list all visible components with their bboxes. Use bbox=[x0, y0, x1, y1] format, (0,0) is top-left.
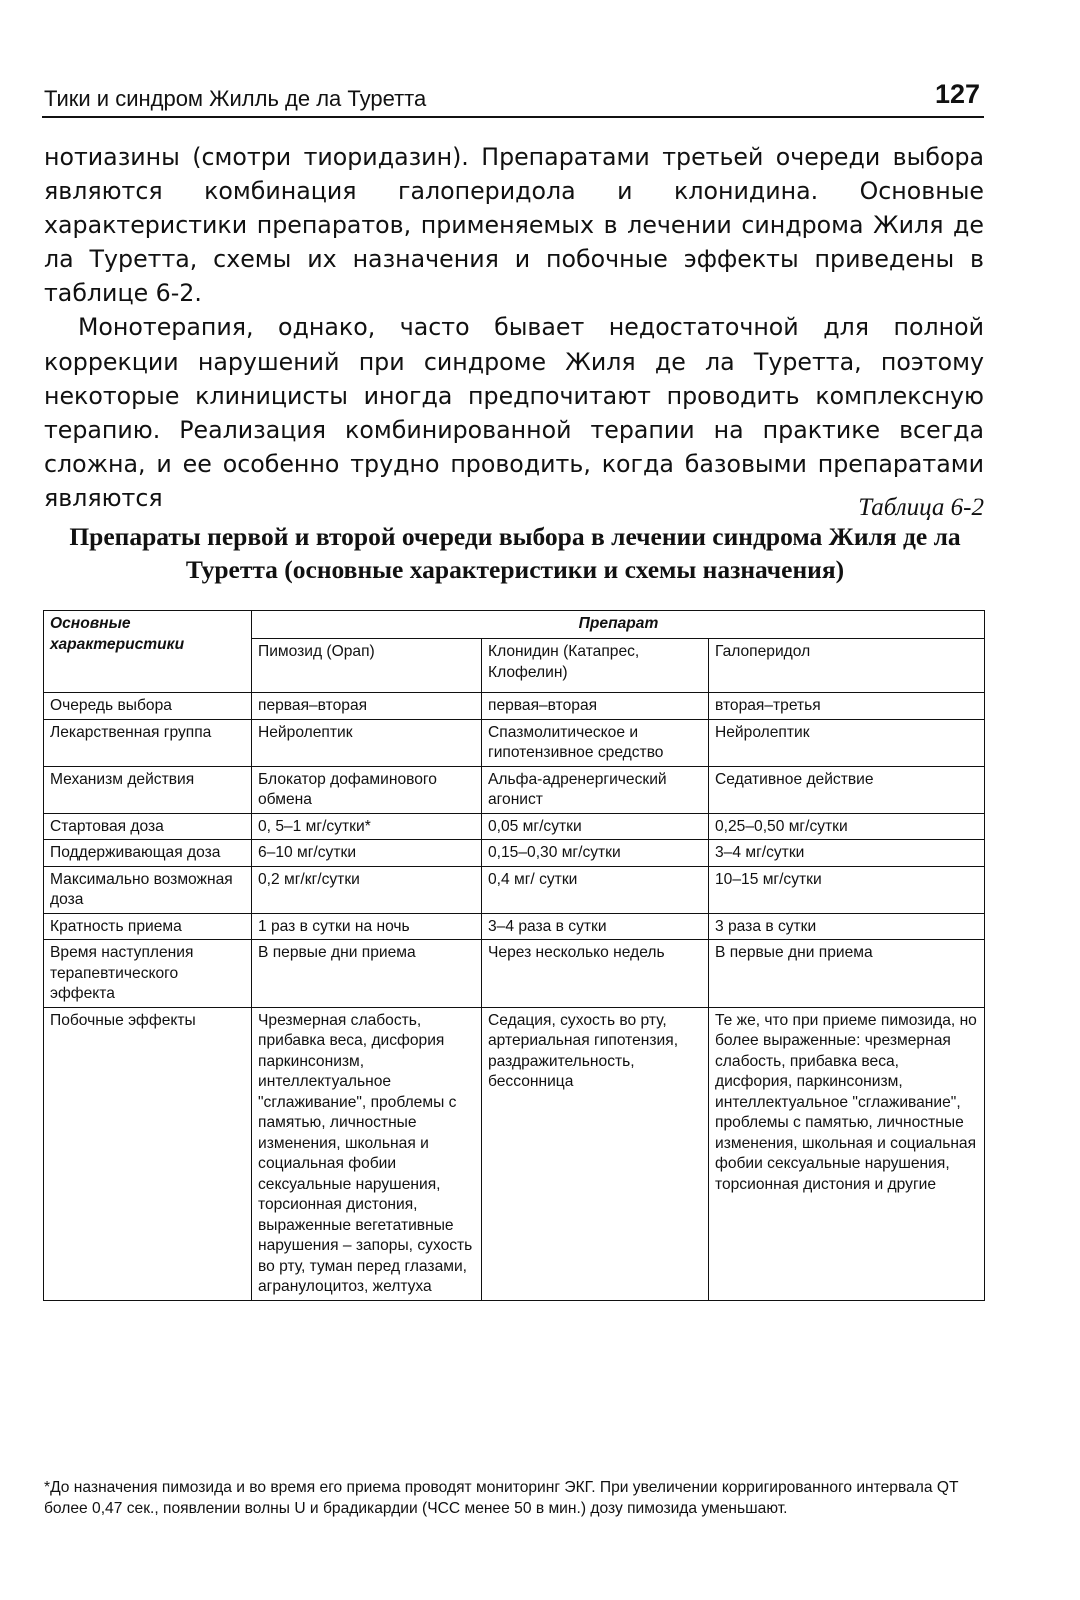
table-row bbox=[44, 940, 985, 1008]
table-row bbox=[44, 766, 985, 813]
table-cell: Нейролептик bbox=[252, 719, 482, 766]
footnote: *До назначения пимозида и во время его приема проводят мониторинг ЭКГ. При увеличении корригированного интервала QT более 0,47 сек., появлении волны U и брадикардии (ЧСС менее 50 в мин.) дозу пимозида уменьшают. bbox=[44, 1479, 959, 1517]
table-cell: 0,2 мг/кг/сутки bbox=[252, 866, 482, 913]
table-cell: 0, 5–1 мг/сутки* bbox=[252, 813, 482, 840]
table-cell: 0,25–0,50 мг/сутки bbox=[709, 813, 985, 840]
table-cell: 3–4 раза в сутки bbox=[482, 913, 709, 940]
table-cell: Нейролептик bbox=[709, 719, 985, 766]
table-cell: 0,05 мг/сутки bbox=[482, 813, 709, 840]
row-label: Максимально возможная доза bbox=[44, 866, 252, 913]
paragraph: Монотерапия, однако, часто бывает недостаточной для полной коррекции нарушений при синдроме Жиля де ла Туретта, поэтому некоторые клиницисты иногда предпочитают проводить комплексную терапию. Реализация комбинированной терапии на практике всегда сложна, и ее особенно трудно проводить, когда базовыми препаратами являются bbox=[44, 313, 984, 512]
table-cell: В первые дни приема bbox=[252, 940, 482, 1008]
corner-header: Основные характеристики bbox=[44, 611, 252, 693]
table-cell: Через несколько недель bbox=[482, 940, 709, 1008]
row-label: Кратность приема bbox=[44, 913, 252, 940]
table-header-row bbox=[44, 611, 985, 639]
table-cell: Альфа-адренергический агонист bbox=[482, 766, 709, 813]
table-row bbox=[44, 719, 985, 766]
table-cell: Чрезмерная слабость, прибавка веса, дисфория паркинсонизм, интеллектуальное "сглаживание", проблемы с памятью, личностные изменения, школьная и социальная фобии сексуальные нарушения, торсионная дистония, выраженные вегетативные нарушения – запоры, сухость во рту, туман перед глазами, агранулоцитоз, желтуха bbox=[252, 1007, 482, 1300]
table-cell: 6–10 мг/сутки bbox=[252, 840, 482, 867]
table-cell: Спазмолитическое и гипотензивное средство bbox=[482, 719, 709, 766]
row-label: Механизм действия bbox=[44, 766, 252, 813]
drug-table bbox=[43, 610, 985, 1301]
row-label: Поддерживающая доза bbox=[44, 840, 252, 867]
table-cell: первая–вторая bbox=[482, 693, 709, 720]
table-cell: 10–15 мг/сутки bbox=[709, 866, 985, 913]
table-row bbox=[44, 840, 985, 867]
table-row bbox=[44, 866, 985, 913]
running-title: Тики и синдром Жилль де ла Туретта bbox=[44, 86, 427, 111]
table-cell: 3–4 мг/сутки bbox=[709, 840, 985, 867]
table-cell: В первые дни приема bbox=[709, 940, 985, 1008]
table-row bbox=[44, 913, 985, 940]
drug-header: Пимозид (Орап) bbox=[252, 639, 482, 693]
table-cell: 1 раз в сутки на ночь bbox=[252, 913, 482, 940]
table-cell: 3 раза в сутки bbox=[709, 913, 985, 940]
body-text bbox=[44, 140, 984, 515]
row-label: Лекарственная группа bbox=[44, 719, 252, 766]
table-row bbox=[44, 1007, 985, 1300]
table-title: Препараты первой и второй очереди выбора в лечении синдрома Жиля де ла Туретта (основные характеристики и схемы назначения) bbox=[69, 522, 961, 584]
paragraph: нотиазины (смотри тиоридазин). Препаратами третьей очереди выбора являются комбинация галоперидола и клонидина. Основные характеристики препаратов, применяемых в лечении синдрома Жиля де ла Туретта, схемы их назначения и побочные эффекты приведены в таблице 6-2. bbox=[44, 143, 984, 308]
table-row bbox=[44, 693, 985, 720]
table-cell: 0,4 мг/ сутки bbox=[482, 866, 709, 913]
table-cell: Блокатор дофаминового обмена bbox=[252, 766, 482, 813]
drug-header: Галоперидол bbox=[709, 639, 985, 693]
running-header bbox=[42, 68, 984, 118]
row-label: Стартовая доза bbox=[44, 813, 252, 840]
table-cell: первая–вторая bbox=[252, 693, 482, 720]
table-row bbox=[44, 813, 985, 840]
table-cell: 0,15–0,30 мг/сутки bbox=[482, 840, 709, 867]
page-number: 127 bbox=[934, 79, 980, 109]
drug-header: Клонидин (Катапрес, Клофелин) bbox=[482, 639, 709, 693]
row-label: Побочные эффекты bbox=[44, 1007, 252, 1300]
row-label: Очередь выбора bbox=[44, 693, 252, 720]
table-cell: Те же, что при приеме пимозида, но более выраженные: чрезмерная слабость, прибавка веса, дисфория, паркинсонизм, интеллектуальное "сглаживание", проблемы с памятью, личностные изменения, школьная и социальная фобии сексуальные нарушения, торсионная дистония и другие bbox=[709, 1007, 985, 1300]
group-header: Препарат bbox=[252, 611, 985, 639]
table-cell: вторая–третья bbox=[709, 693, 985, 720]
table-cell: Седативное действие bbox=[709, 766, 985, 813]
row-label: Время наступления терапевтического эффекта bbox=[44, 940, 252, 1008]
table-cell: Седация, сухость во рту, артериальная гипотензия, раздражительность, бессонница bbox=[482, 1007, 709, 1300]
table-caption: Таблица 6-2 bbox=[858, 494, 984, 521]
